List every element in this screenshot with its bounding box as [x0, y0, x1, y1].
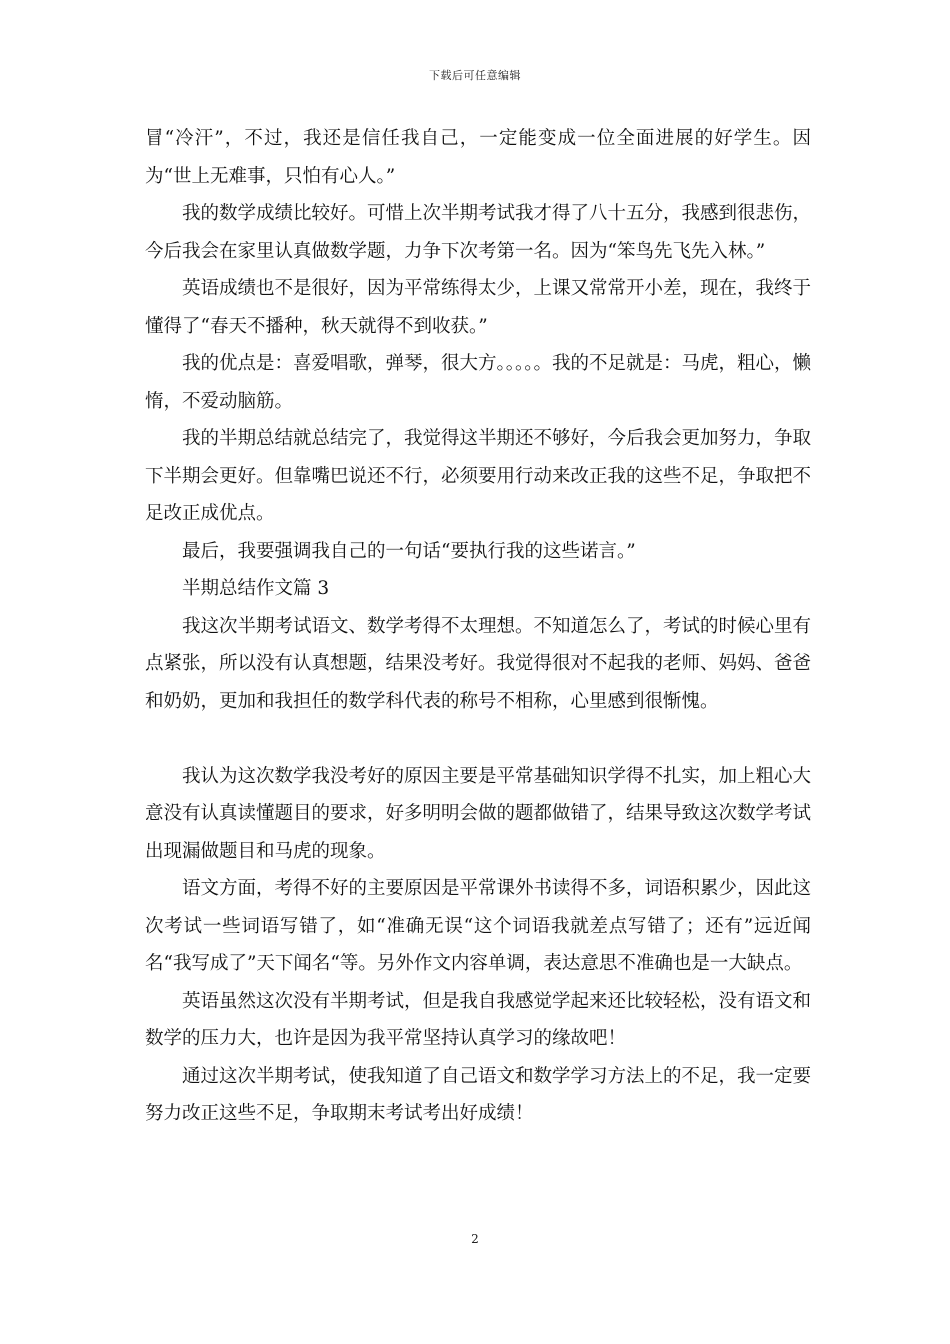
paragraph-conclusion: 通过这次半期考试，使我知道了自己语文和数学学习方法上的不足，我一定要努力改正这些不足，争取期末考试考出好成绩！	[145, 1065, 812, 1124]
section-heading: 半期总结作文篇 3	[182, 578, 330, 599]
paragraph-closing: 最后，我要强调我自己的一句话“要执行我的这些诺言。”	[182, 540, 636, 562]
paragraph-chinese-reason: 语文方面，考得不好的主要原因是平常课外书读得不多，词语积累少，因此这次考试一些词语写错了，如“准确无误“这个词语我就差点写错了；还有”远近闻名“我写成了”天下闻名“等。另外作文内容单调，表达意思不准确也是一大缺点。	[145, 878, 812, 974]
paragraph-strengths: 我的优点是：喜爱唱歌，弹琴，很大方。。。。。我的不足就是：马虎，粗心，懒惰，不爱动脑筋。	[145, 353, 812, 412]
paragraph-english-feeling: 英语虽然这次没有半期考试，但是我自我感觉学起来还比较轻松，没有语文和数学的压力大，也许是因为我平常坚持认真学习的缘故吧！	[145, 990, 812, 1049]
paragraph-summary: 我的半期总结就总结完了，我觉得这半期还不够好，今后我会更加努力，争取下半期会更好。但靠嘴巴说还不行，必须要用行动来改正我的这些不足，争取把不足改正成优点。	[145, 428, 812, 524]
paragraph-spacer	[145, 720, 811, 758]
paragraph-continuation: 冒“冷汗”，不过，我还是信任我自己，一定能变成一位全面进展的好学生。因为“世上无难事，只怕有心人。”	[145, 128, 811, 187]
paragraph-math-reason: 我认为这次数学我没考好的原因主要是平常基础知识学得不扎实，加上粗心大意没有认真读懂题目的要求，好多明明会做的题都做错了，结果导致这次数学考试出现漏做题目和马虎的现象。	[145, 765, 812, 862]
page-header: 下载后可任意编辑	[429, 69, 521, 82]
paragraph-math: 我的数学成绩比较好。可惜上次半期考试我才得了八十五分，我感到很悲伤，今后我会在家里认真做数学题，力争下次考第一名。因为“笨鸟先飞先入林。”	[145, 203, 812, 262]
document-body	[145, 120, 811, 1133]
paragraph-exam-result: 我这次半期考试语文、数学考得不太理想。不知道怎么了，考试的时候心里有点紧张，所以没有认真想题，结果没考好。我觉得很对不起我的老师、妈妈、爸爸和奶奶，更加和我担任的数学科代表的称号不相称，心里感到很惭愧。	[145, 615, 812, 712]
page-number: 2	[471, 1232, 479, 1246]
paragraph-english: 英语成绩也不是很好，因为平常练得太少，上课又常常开小差，现在，我终于懂得了“春天不播种，秋天就得不到收获。”	[145, 278, 812, 337]
